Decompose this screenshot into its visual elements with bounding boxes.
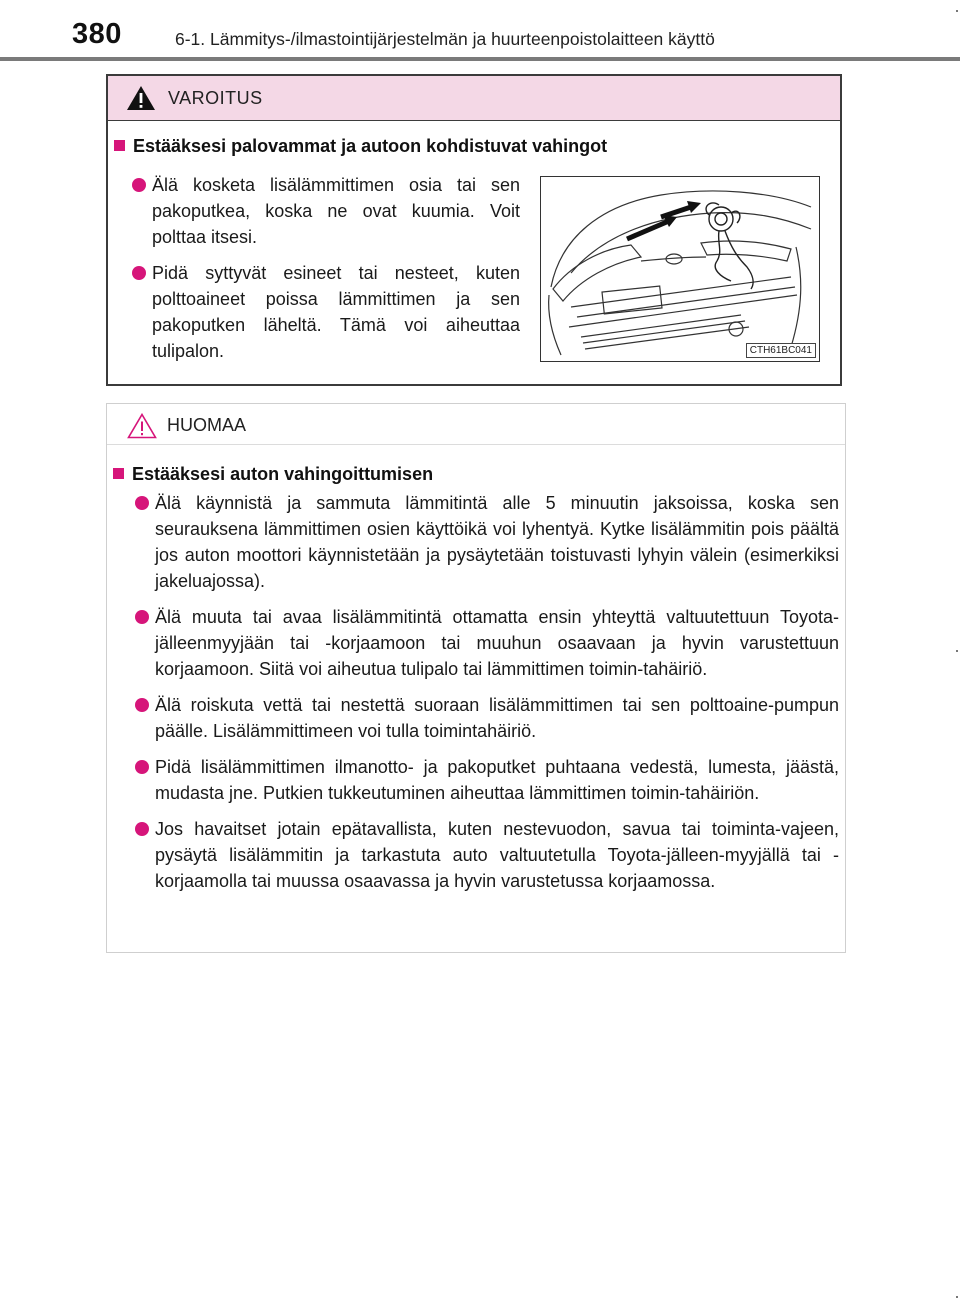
header-rule	[0, 57, 960, 61]
page-header	[0, 0, 960, 62]
notice-section-title	[113, 464, 433, 485]
chapter-title: 6-1. Lämmitys-/ilmastointijärjestelmän ja huurteenpoistolaitteen käyttö	[175, 29, 715, 49]
bullet-dot-icon	[135, 496, 149, 510]
edge-mark	[956, 1296, 958, 1298]
notice-section-title-text: Estääksesi auton vahingoittumisen	[132, 464, 434, 484]
notice-label: HUOMAA	[167, 415, 247, 435]
caution-triangle-icon	[127, 413, 157, 439]
warning-bullet-list	[132, 172, 520, 374]
bullet-text: Pidä syttyvät esineet tai nesteet, kuten polttoaineet poissa lämmittimen ja sen pakoputken läheltä. Tämä voi aiheuttaa tulipalon.	[152, 263, 520, 361]
edge-mark	[956, 10, 958, 12]
notice-bullet-list	[135, 490, 839, 904]
list-item	[132, 172, 520, 250]
section-square-icon	[114, 140, 125, 151]
bullet-dot-icon	[135, 698, 149, 712]
figure-code: CTH61BC041	[746, 343, 816, 358]
bullet-text: Jos havaitset jotain epätavallista, kuten nestevuodon, savua tai toiminta-vajeen, pysäytä lisälämmitin ja tarkastuta auto valtuutetulla Toyota-jälleen-myyjällä tai -korjaamolla tai muussa osaavassa ja hyvin varustetussa korjaamossa.	[155, 819, 839, 891]
list-item	[135, 692, 839, 744]
list-item	[132, 260, 520, 364]
list-item	[135, 754, 839, 806]
list-item	[135, 604, 839, 682]
bullet-dot-icon	[135, 610, 149, 624]
bullet-dot-icon	[132, 178, 146, 192]
warning-label: VAROITUS	[168, 88, 263, 108]
bullet-dot-icon	[135, 822, 149, 836]
bullet-text: Älä roiskuta vettä tai nestettä suoraan lisälämmittimen tai sen polttoaine-pumpun päälle. Lisälämmittimeen voi tulla toimintahäiriö.	[155, 695, 839, 741]
edge-mark	[956, 650, 958, 652]
page-number: 380	[72, 18, 122, 50]
bullet-dot-icon	[135, 760, 149, 774]
bullet-text: Älä muuta tai avaa lisälämmitintä ottamatta ensin yhteyttä valtuutettuun Toyota-jälleenmyyjään tai -korjaamoon tai muuhun osaavaan ja hyvin varustettuun korjaamoon. Siitä voi aiheutua tulipalo tai lämmittimen toimin-tahäiriö.	[155, 607, 839, 679]
car-front-illustration	[541, 177, 819, 361]
notice-header	[107, 404, 845, 445]
warning-section-title	[114, 136, 607, 157]
bullet-text: Älä käynnistä ja sammuta lämmitintä alle 5 minuutin jaksoissa, koska sen seurauksena lämmittimen osien käyttöikä voi lyhentyä. Kytke lisälämmitin pois päältä jos auton moottori käynnistetään ja pysäytetään toistuvasti lyhyin välein (esimerkiksi jakeluajossa).	[155, 493, 839, 591]
car-heater-illustration	[540, 176, 820, 362]
section-square-icon	[113, 468, 124, 479]
list-item	[135, 816, 839, 894]
list-item	[135, 490, 839, 594]
notice-box	[106, 403, 846, 953]
warning-section-title-text: Estääksesi palovammat ja autoon kohdistuvat vahingot	[133, 136, 608, 156]
warning-header	[108, 76, 840, 121]
bullet-dot-icon	[132, 266, 146, 280]
warning-triangle-icon	[126, 85, 156, 111]
warning-box	[106, 74, 842, 386]
bullet-text: Älä kosketa lisälämmittimen osia tai sen pakoputkea, koska ne ovat kuumia. Voit polttaa itsesi.	[152, 175, 520, 247]
bullet-text: Pidä lisälämmittimen ilmanotto- ja pakoputket puhtaana vedestä, lumesta, jäästä, mudasta jne. Putkien tukkeutuminen aiheuttaa lämmittimen toimin-tahäiriön.	[155, 757, 839, 803]
